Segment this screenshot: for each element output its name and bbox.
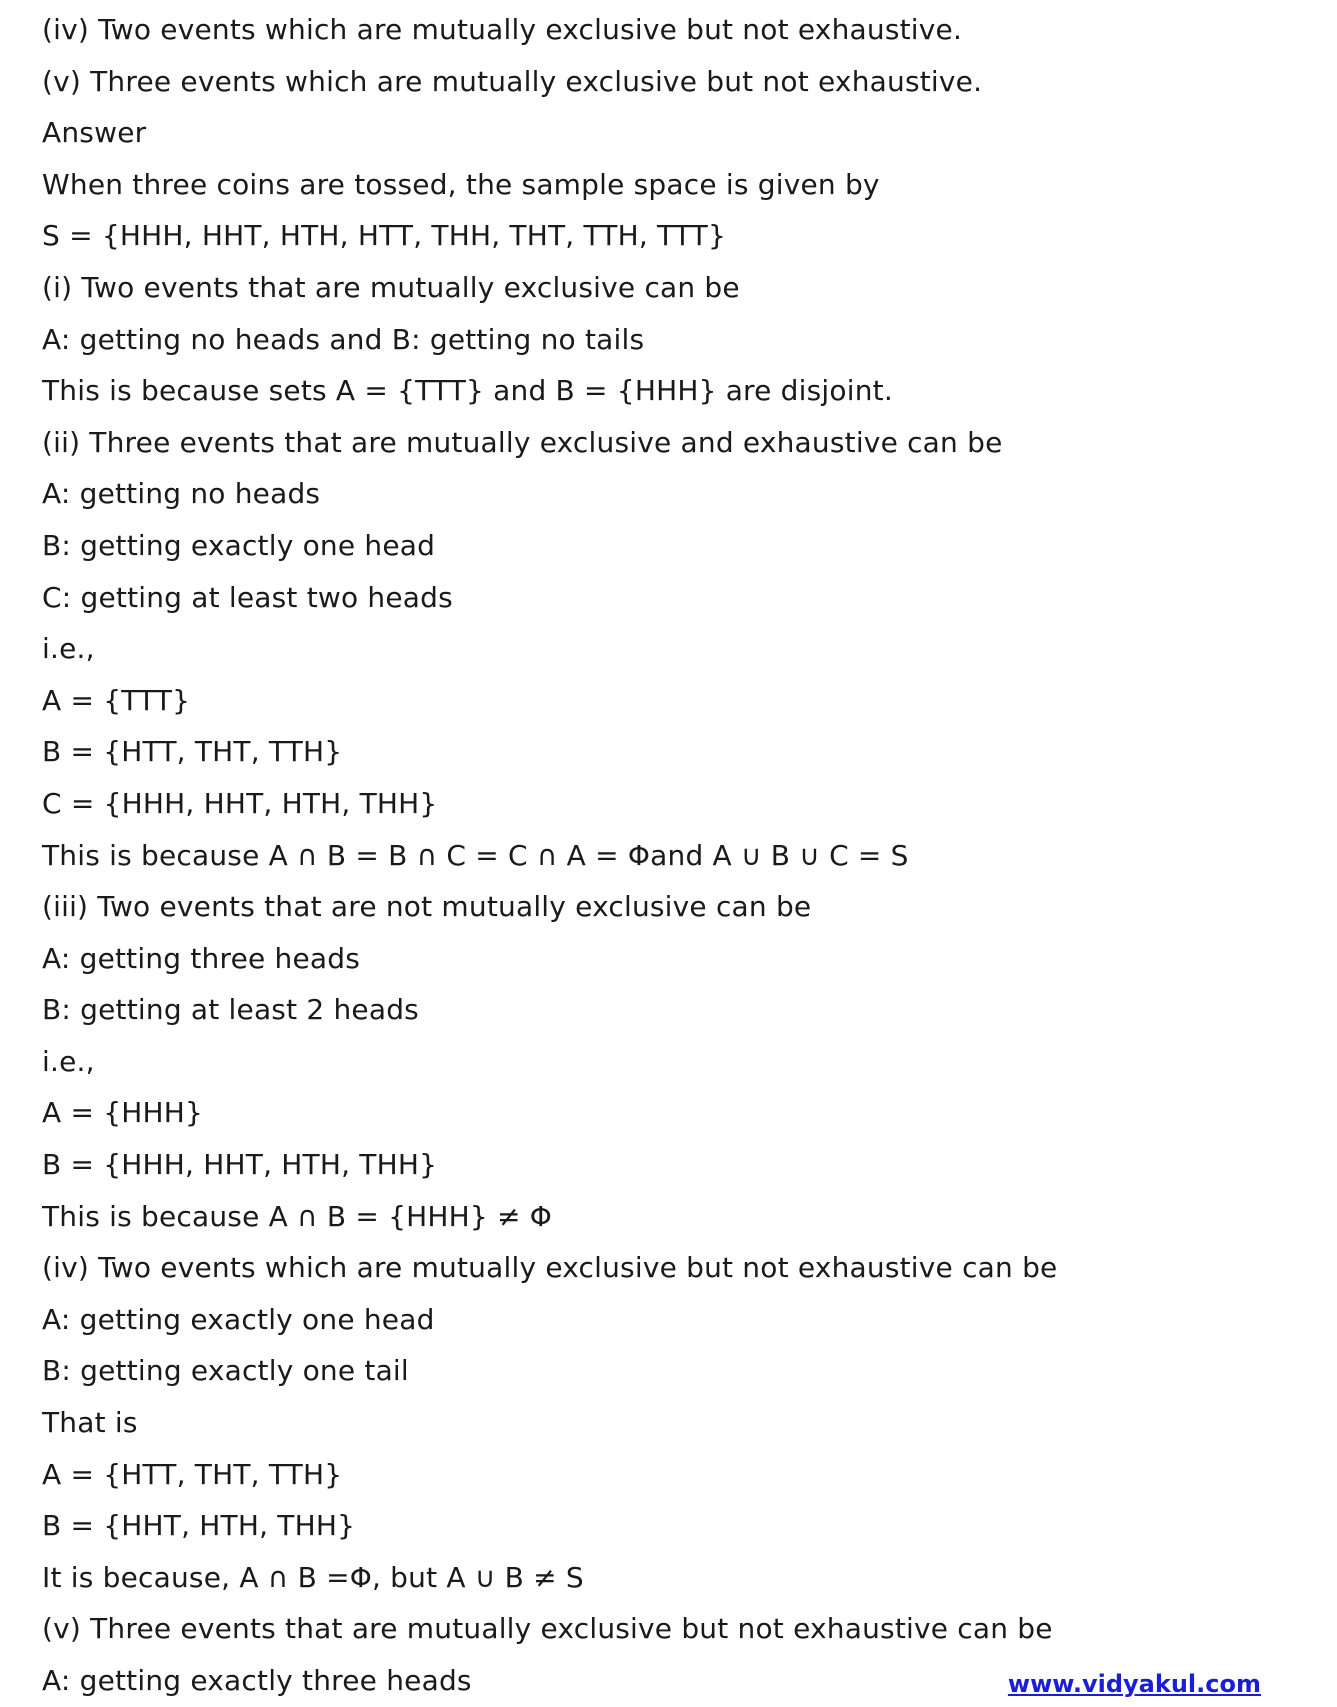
text-line: A: getting exactly one head bbox=[42, 1302, 435, 1336]
document-body bbox=[42, 4, 1282, 1707]
text-line: When three coins are tossed, the sample space is given by bbox=[42, 167, 880, 201]
text-line: A = {TTT} bbox=[42, 683, 191, 717]
text-line: B: getting exactly one tail bbox=[42, 1354, 409, 1388]
text-line: It is because, A ∩ B =Φ, but A ∪ B ≠ S bbox=[42, 1560, 584, 1594]
sample-space-line: S = {HHH, HHT, HTH, HTT, THH, THT, TTH, TTT} bbox=[42, 219, 726, 253]
text-line: (v) Three events which are mutually exclusive but not exhaustive. bbox=[42, 64, 983, 98]
text-line: B = {HHH, HHT, HTH, THH} bbox=[42, 1148, 438, 1182]
text-line: i.e., bbox=[42, 632, 95, 666]
website-link[interactable]: www.vidyakul.com bbox=[1007, 1670, 1261, 1698]
text-line: (iv) Two events which are mutually exclusive but not exhaustive. bbox=[42, 13, 963, 46]
text-line: (iv) Two events which are mutually exclusive but not exhaustive can be bbox=[42, 1251, 1058, 1285]
text-line: This is because A ∩ B = B ∩ C = C ∩ A = Φand A ∪ B ∪ C = S bbox=[42, 838, 909, 872]
text-line: A: getting no heads bbox=[42, 477, 321, 511]
text-line: A: getting three heads bbox=[42, 941, 361, 975]
text-line: (v) Three events that are mutually exclusive but not exhaustive can be bbox=[42, 1612, 1053, 1646]
text-line: This is because sets A = {TTT} and B = {HHH} are disjoint. bbox=[42, 374, 893, 408]
text-line: A: getting exactly three heads bbox=[42, 1664, 472, 1697]
text-line: A: getting no heads and B: getting no tails bbox=[42, 322, 645, 356]
text-line: This is because A ∩ B = {HHH} ≠ Φ bbox=[42, 1199, 553, 1233]
text-line: B = {HTT, THT, TTH} bbox=[42, 735, 343, 769]
text-line: (i) Two events that are mutually exclusive can be bbox=[42, 270, 740, 304]
text-line: (ii) Three events that are mutually exclusive and exhaustive can be bbox=[42, 425, 1003, 459]
answer-heading: Answer bbox=[42, 116, 147, 150]
text-line: B: getting at least 2 heads bbox=[42, 993, 419, 1027]
text-line: A = {HHH} bbox=[42, 1096, 204, 1130]
text-line: C = {HHH, HHT, HTH, THH} bbox=[42, 786, 438, 820]
text-line: That is bbox=[42, 1406, 138, 1440]
text-line: B: getting exactly one head bbox=[42, 528, 436, 562]
text-line: i.e., bbox=[42, 1044, 95, 1078]
text-line: C: getting at least two heads bbox=[42, 580, 453, 614]
text-line: A = {HTT, THT, TTH} bbox=[42, 1457, 343, 1491]
text-line: (iii) Two events that are not mutually exclusive can be bbox=[42, 890, 812, 924]
text-line: B = {HHT, HTH, THH} bbox=[42, 1509, 356, 1543]
